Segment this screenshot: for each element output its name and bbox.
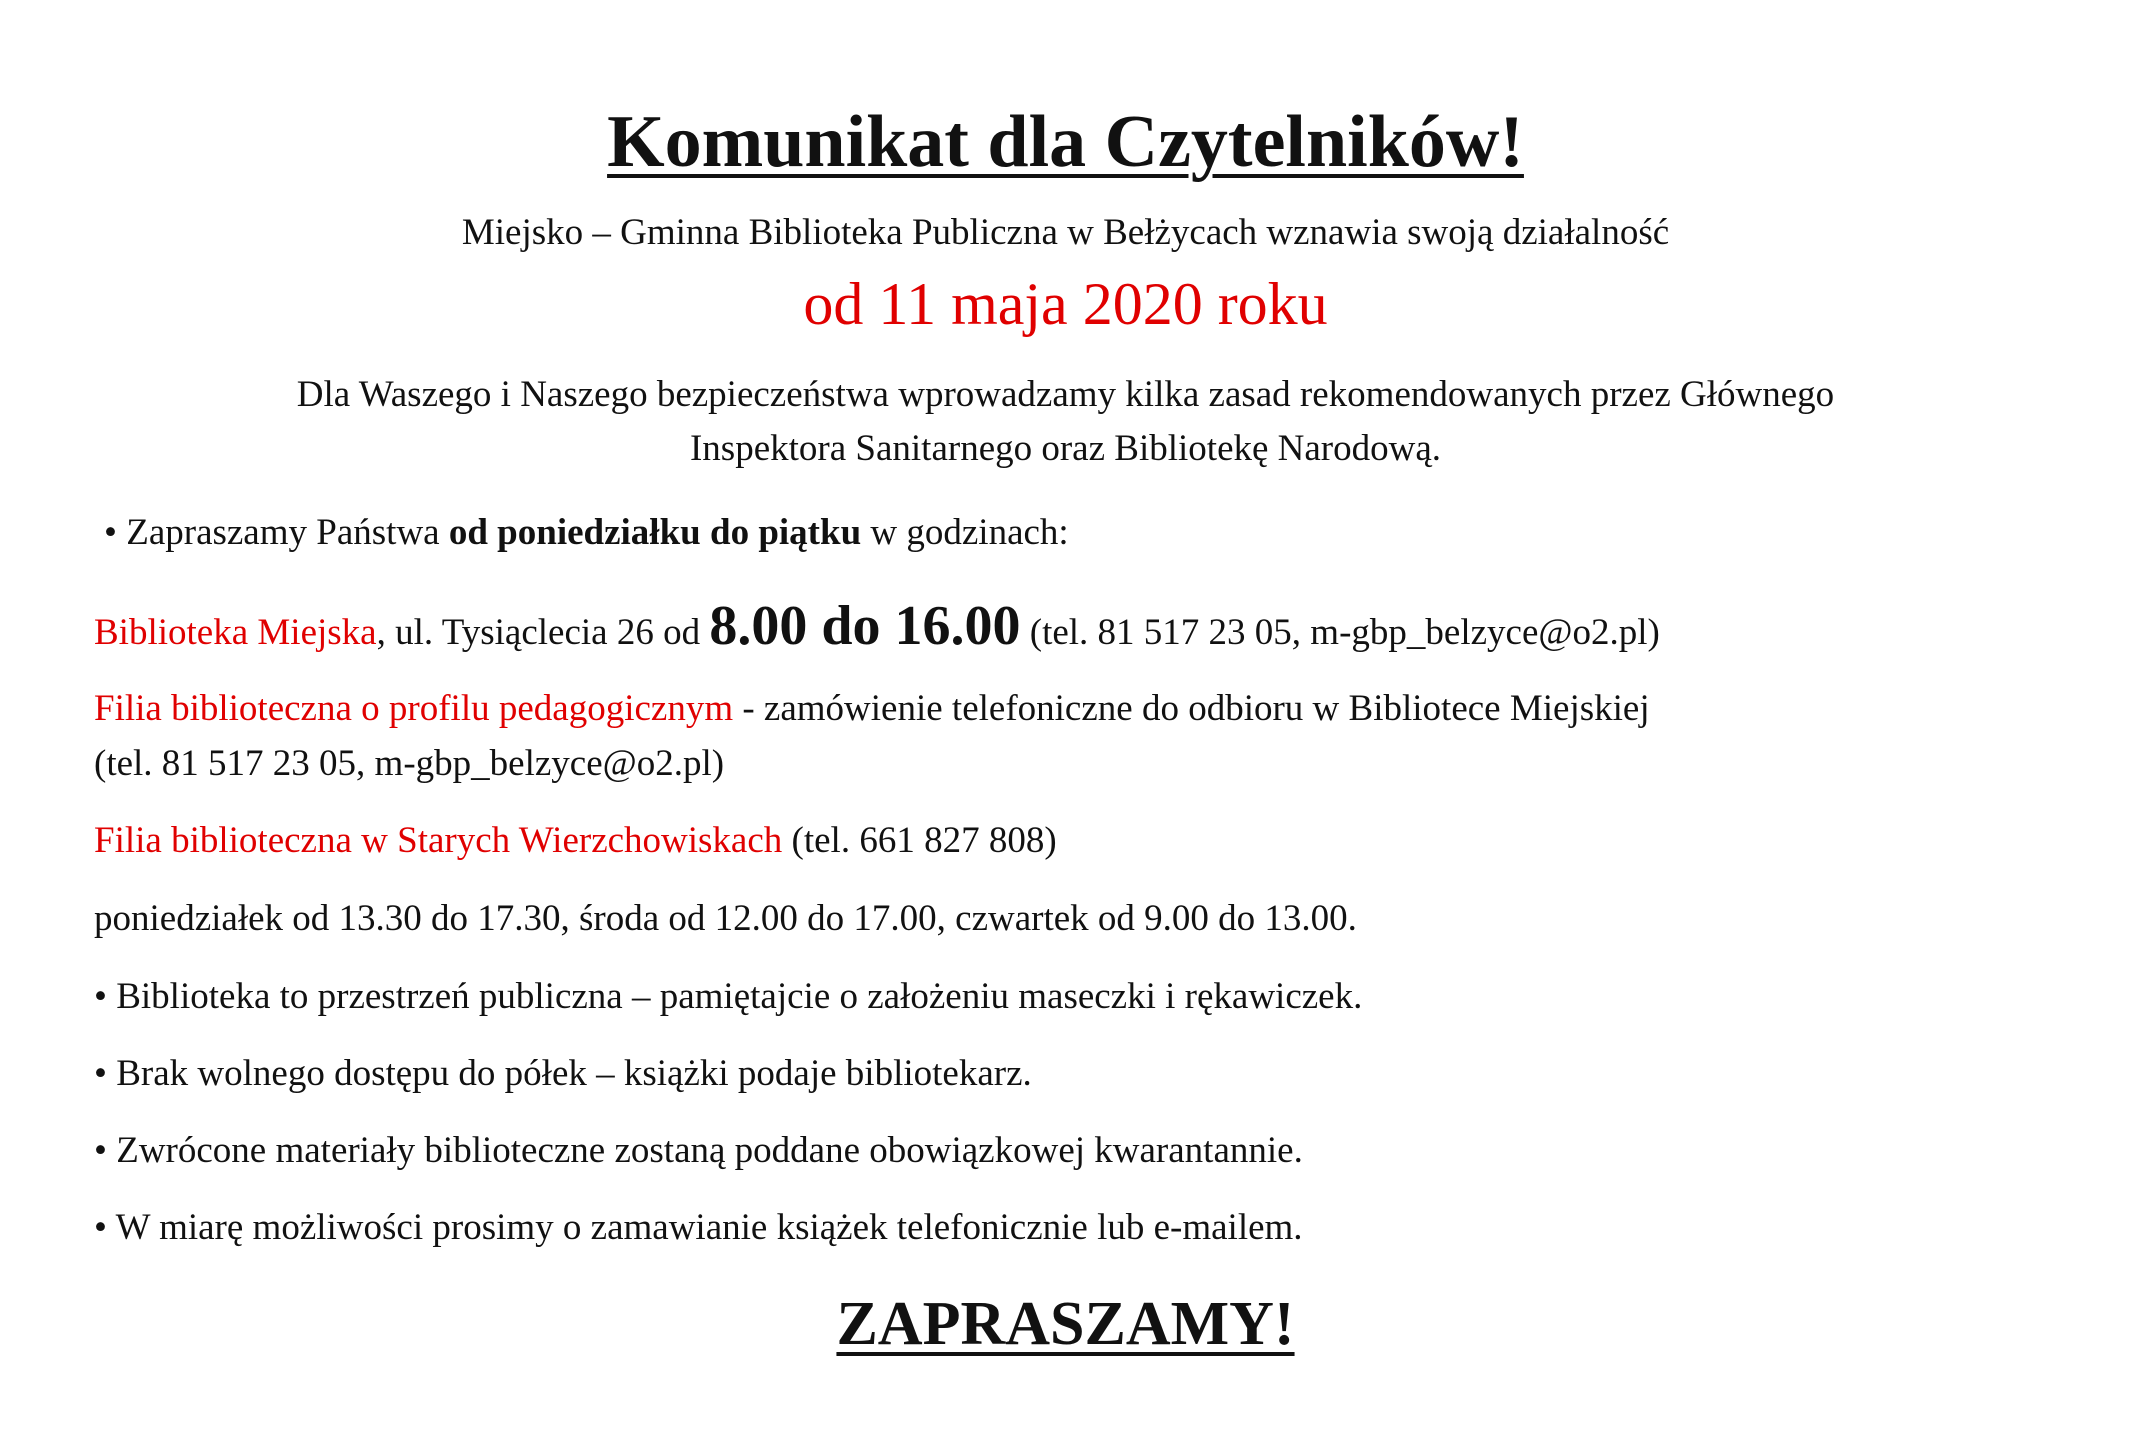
- library-announcement-subtitle: Miejsko – Gminna Biblioteka Publiczna w Bełżycach wznawia swoją działalność: [461, 212, 1670, 253]
- pedagogical-branch-name: Filia biblioteczna o profilu pedagogicznym: [94, 688, 734, 729]
- closing-invitation: [0, 1286, 2131, 1362]
- page-title-text: Komunikat dla Czytelników!: [607, 101, 1524, 183]
- hours-intro-suffix: w godzinach:: [870, 512, 1069, 553]
- main-library-name: Biblioteka Miejska: [94, 612, 377, 653]
- stare-wierzchowiska-branch-name: Filia biblioteczna w Starych Wierzchowiskach: [94, 820, 783, 861]
- stare-wierzchowiska-branch-contact: (tel. 661 827 808): [791, 820, 1057, 861]
- bullet-icon: •: [94, 1207, 107, 1248]
- main-library-line: [94, 594, 1660, 665]
- safety-intro-line-2: Inspektora Sanitarnego oraz Bibliotekę Narodową.: [689, 428, 1442, 469]
- safety-intro-line-1: Dla Waszego i Naszego bezpieczeństwa wprowadzamy kilka zasad rekomendowanych przez Głównego: [296, 374, 1835, 415]
- bullet-icon: •: [104, 512, 117, 553]
- stare-wierzchowiska-schedule: poniedziałek od 13.30 do 17.30, środa od 12.00 do 17.00, czwartek od 9.00 do 13.00.: [94, 898, 1357, 939]
- stare-wierzchowiska-branch-line: [94, 819, 1057, 863]
- rule-list-item: [94, 1052, 1032, 1096]
- main-library-address: , ul. Tysiąclecia 26 od: [376, 612, 701, 653]
- pedagogical-branch-contact: (tel. 81 517 23 05, m-gbp_belzyce@o2.pl): [94, 743, 725, 784]
- reopening-date: od 11 maja 2020 roku: [803, 271, 1328, 337]
- rule-text: Brak wolnego dostępu do półek – książki podaje bibliotekarz.: [116, 1053, 1032, 1094]
- hours-intro-days: od poniedziałku do piątku: [448, 512, 862, 553]
- rule-text: W miarę możliwości prosimy o zamawianie książek telefonicznie lub e-mailem.: [115, 1207, 1303, 1248]
- hours-intro-prefix: Zapraszamy Państwa: [126, 512, 440, 553]
- pedagogical-branch-line: [94, 687, 1650, 731]
- opening-hours-intro: [104, 511, 1069, 555]
- bullet-icon: •: [94, 976, 107, 1017]
- rule-text: Zwrócone materiały biblioteczne zostaną poddane obowiązkowej kwarantannie.: [116, 1130, 1303, 1171]
- pedagogical-branch-note: - zamówienie telefoniczne do odbioru w Bibliotece Miejskiej: [742, 688, 1650, 729]
- rule-text: Biblioteka to przestrzeń publiczna – pamiętajcie o założeniu maseczki i rękawiczek.: [116, 976, 1363, 1017]
- rule-list-item: [94, 1129, 1303, 1173]
- closing-invitation-text: ZAPRASZAMY!: [836, 1290, 1295, 1358]
- rule-list-item: [94, 975, 1362, 1019]
- main-library-contact: (tel. 81 517 23 05, m-gbp_belzyce@o2.pl): [1029, 612, 1660, 653]
- page-title: [0, 98, 2131, 186]
- main-library-hours: 8.00 do 16.00: [709, 595, 1021, 657]
- rule-list-item: [94, 1206, 1303, 1250]
- bullet-icon: •: [94, 1053, 107, 1094]
- bullet-icon: •: [94, 1130, 107, 1171]
